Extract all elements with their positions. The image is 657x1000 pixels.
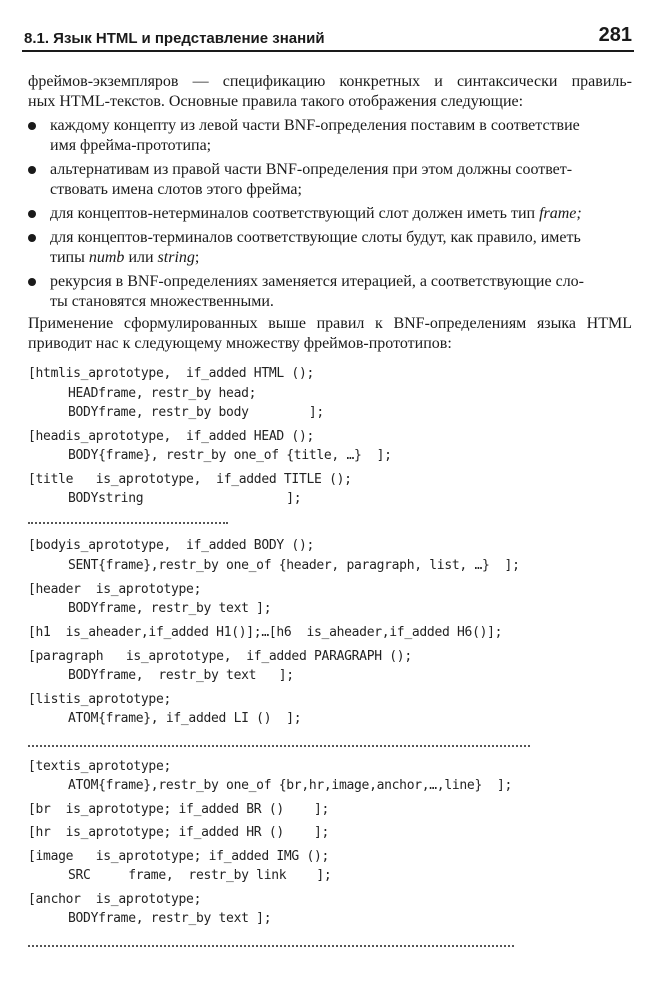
bullet-icon [28, 122, 36, 130]
bullet-icon [28, 210, 36, 218]
code-line: BODYframe, restr_by body ]; [68, 405, 324, 420]
ellipsis-divider [28, 945, 514, 947]
text-line: для концептов-терминалов соответствующие слоты будут, как правило, иметь [50, 229, 581, 246]
ellipsis-divider [28, 745, 530, 747]
text-line: альтернативам из правой части BNF-определения при этом должны соответ- [50, 161, 573, 178]
bullet-item [28, 272, 632, 312]
bullet-item [28, 116, 632, 156]
code-line: SENT{frame},restr_by one_of {header, paragraph, list, …} ]; [68, 558, 520, 573]
text-run: для концептов-нетерминалов соответствующий слот должен иметь тип [50, 205, 540, 222]
text-line: ствовать имена слотов этого фрейма; [50, 181, 302, 198]
text-line: фреймов-экземпляров — спецификацию конкретных и синтаксически правиль- [28, 73, 632, 90]
text-run: ; [194, 249, 200, 266]
emphasis: frame; [539, 205, 582, 222]
code-line: ATOM{frame}, if_added LI () ]; [68, 711, 302, 726]
bullet-item [28, 204, 632, 224]
ellipsis-divider [28, 522, 228, 524]
text-line: приводит нас к следующему множеству фреймов-прототипов: [28, 335, 452, 352]
code-line: [headis_aprototype, if_added HEAD (); [28, 429, 315, 444]
text-line: ных HTML-текстов. Основные правила такого отображения следующие: [28, 93, 524, 110]
code-line: [title is_aprototype, if_added TITLE (); [28, 472, 352, 487]
bullet-item [28, 228, 632, 268]
code-line: HEADframe, restr_by head; [68, 386, 257, 401]
code-line: BODYframe, restr_by text ]; [68, 668, 294, 683]
code-line: [hr is_aprototype; if_added HR () ]; [28, 825, 330, 840]
code-line: BODYframe, restr_by text ]; [68, 601, 272, 616]
code-line: BODY{frame}, restr_by one_of {title, …} ]; [68, 448, 392, 463]
text-run: типы [50, 249, 89, 266]
code-line: BODYframe, restr_by text ]; [68, 911, 272, 926]
bullet-icon [28, 278, 36, 286]
text-line [50, 248, 632, 268]
code-line: [h1 is_aheader,if_added H1()];…[h6 is_aheader,if_added H6()]; [28, 625, 503, 640]
code-line: [image is_aprototype; if_added IMG (); [28, 849, 330, 864]
text-run: или [124, 249, 158, 266]
code-line: BODYstring ]; [68, 491, 302, 506]
code-line: [listis_aprototype; [28, 692, 172, 707]
code-line: [paragraph is_aprototype, if_added PARAGRAPH (); [28, 649, 412, 664]
page-number: 281 [598, 24, 632, 46]
text-line: каждому концепту из левой части BNF-определения поставим в соответствие [50, 117, 580, 134]
code-line: [textis_aprototype; [28, 759, 172, 774]
code-line: [header is_aprototype; [28, 582, 202, 597]
text-line: ты становятся множественными. [50, 293, 274, 310]
code-line: SRC frame, restr_by link ]; [68, 868, 332, 883]
code-line: [bodyis_aprototype, if_added BODY (); [28, 538, 315, 553]
code-line: ATOM{frame},restr_by one_of {br,hr,image,anchor,…,line} ]; [68, 778, 513, 793]
intro-paragraph [28, 72, 632, 112]
text-line: рекурсия в BNF-определениях заменяется итерацией, а соответствующие сло- [50, 273, 584, 290]
text-line: имя фрейма-прототипа; [50, 137, 212, 154]
emphasis: numb [88, 249, 125, 266]
bullet-icon [28, 166, 36, 174]
code-line: [br is_aprototype; if_added BR () ]; [28, 802, 330, 817]
code-line: [anchor is_aprototype; [28, 892, 202, 907]
code-line: [htmlis_aprototype, if_added HTML (); [28, 366, 315, 381]
lead-in-paragraph [28, 314, 632, 354]
text-line [50, 204, 632, 224]
bullet-icon [28, 234, 36, 242]
running-header [22, 26, 634, 52]
emphasis: string [157, 249, 195, 266]
bullet-item [28, 160, 632, 200]
section-title: 8.1. Язык HTML и представление знаний [24, 30, 325, 47]
text-line: Применение сформулированных выше правил к BNF-определениям языка HTML [28, 315, 632, 332]
